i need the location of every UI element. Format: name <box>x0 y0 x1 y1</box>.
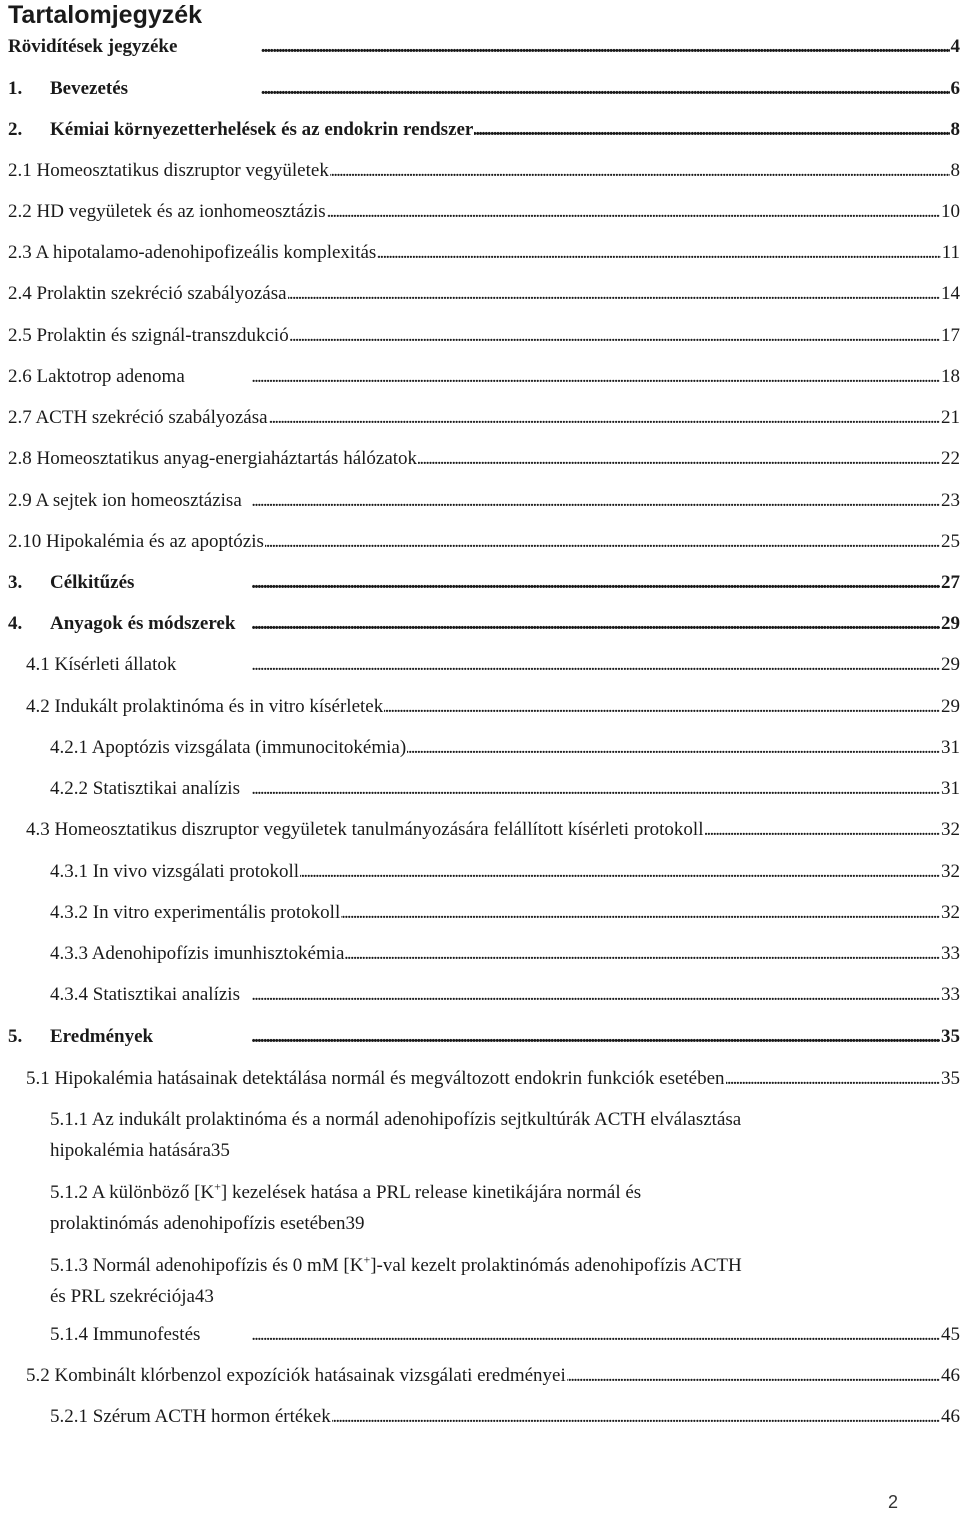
toc-leader-dots <box>241 778 940 800</box>
toc-entry-page: 25 <box>941 531 960 552</box>
toc-entry-introduction[interactable] <box>8 78 960 100</box>
toc-entry-5-1-1[interactable] <box>50 1104 960 1166</box>
toc-leader-dots <box>290 325 940 347</box>
toc-leader-dots <box>269 407 940 429</box>
toc-label-part: ] kezelések hatása a PRL release kinetikájára normál és <box>220 1182 642 1203</box>
toc-entry-label: 4.3.3 Adenohipofízis imunhisztokémia <box>50 943 345 964</box>
toc-entry-label: Bevezetés <box>50 78 129 99</box>
toc-entry-chapter-2[interactable] <box>8 119 960 141</box>
toc-entry-label: Eredmények <box>50 1026 154 1047</box>
superscript-plus: + <box>363 1252 371 1267</box>
toc-entry-label: 2.2 HD vegyületek és az ionhomeosztázis <box>8 201 326 222</box>
toc-entry-page: 17 <box>941 325 960 346</box>
toc-entry-page: 29 <box>941 696 960 717</box>
superscript-plus: + <box>214 1179 221 1194</box>
toc-entry-label: 4.2.1 Apoptózis vizsgálata (immunocitokémia) <box>50 737 407 758</box>
toc-entry-label: 4.1 Kísérleti állatok <box>26 654 177 675</box>
toc-entry-page: 31 <box>941 737 960 758</box>
toc-entry-page: 46 <box>941 1365 960 1386</box>
toc-entry-page: 33 <box>941 984 960 1005</box>
toc-entry-label: Célkitűzés <box>50 572 135 593</box>
toc-entry-page: 39 <box>345 1213 365 1234</box>
toc-leader-dots <box>135 572 940 594</box>
toc-entry-number: 4. <box>8 613 23 634</box>
toc-entry-page: 21 <box>941 407 960 428</box>
toc-entry-label: Anyagok és módszerek <box>50 613 236 634</box>
toc-entry-abbreviations[interactable] <box>8 36 960 58</box>
toc-entry-label-line2: prolaktinómás adenohipofízis esetében <box>50 1213 346 1234</box>
toc-entry-page: 23 <box>941 490 960 511</box>
toc-entry-label-line2-row <box>50 1135 960 1166</box>
toc-entry-label: 2.1 Homeosztatikus diszruptor vegyületek <box>8 160 329 181</box>
toc-entry-page: 31 <box>941 778 960 799</box>
toc-entry-page: 32 <box>941 861 960 882</box>
toc-entry-page: 45 <box>941 1324 960 1345</box>
toc-entry-4-2-1[interactable] <box>50 737 960 759</box>
toc-entry-5-1-2[interactable] <box>50 1177 960 1239</box>
toc-entry-2-8[interactable] <box>8 448 960 470</box>
toc-entry-page: 43 <box>194 1286 214 1307</box>
toc-entry-chapter-3[interactable] <box>8 572 960 594</box>
toc-entry-4-3[interactable] <box>26 819 960 841</box>
toc-leader-dots <box>705 819 941 841</box>
toc-leader-dots <box>288 283 940 305</box>
toc-entry-5-1-3[interactable] <box>50 1250 960 1312</box>
toc-entry-label-line2: hipokalémia hatására <box>50 1140 211 1161</box>
toc-leader-dots <box>726 1068 940 1090</box>
toc-entry-number: 1. <box>8 78 23 99</box>
toc-label-part: ]-val kezelt prolaktinómás adenohipofízis ACTH <box>370 1255 742 1276</box>
toc-entry-2-2[interactable] <box>8 201 960 223</box>
toc-entry-label: 2.3 A hipotalamo-adenohipofizeális komplexitás <box>8 242 377 263</box>
toc-entry-5-2[interactable] <box>26 1365 960 1387</box>
toc-leader-dots <box>418 448 940 470</box>
toc-entry-label: 2.8 Homeosztatikus anyag-energiaháztartás hálózatok <box>8 448 418 469</box>
toc-entry-page: 32 <box>941 819 960 840</box>
toc-title: Tartalomjegyzék <box>8 1 203 29</box>
toc-entry-page: 14 <box>941 283 960 304</box>
toc-leader-dots <box>330 160 950 182</box>
toc-entry-5-1[interactable] <box>26 1068 960 1090</box>
toc-entry-4-2-2[interactable] <box>50 778 960 800</box>
toc-entry-label: 5.1 Hipokalémia hatásainak detektálása normál és megváltozott endokrin funkciók esetében <box>26 1068 725 1089</box>
toc-entry-2-7[interactable] <box>8 407 960 429</box>
toc-entry-page: 35 <box>941 1026 960 1047</box>
toc-entry-label: 2.10 Hipokalémia és az apoptózis <box>8 531 264 552</box>
toc-entry-number: 3. <box>8 572 23 593</box>
toc-entry-page: 4 <box>950 36 960 57</box>
toc-entry-label: Kémiai környezetterhelések és az endokrin rendszer <box>50 119 474 140</box>
toc-entry-2-10[interactable] <box>8 531 960 553</box>
toc-entry-chapter-4[interactable] <box>8 613 960 635</box>
toc-leader-dots <box>377 242 940 264</box>
toc-entry-label: 4.3 Homeosztatikus diszruptor vegyületek tanulmányozására felállított kísérleti protokoll <box>26 819 704 840</box>
toc-entry-label: 2.9 A sejtek ion homeosztázisa <box>8 490 242 511</box>
toc-entry-number: 5. <box>8 1026 23 1047</box>
toc-entry-page: 18 <box>941 366 960 387</box>
toc-leader-dots <box>241 984 940 1006</box>
toc-entry-page: 35 <box>210 1140 230 1161</box>
toc-entry-label: 5.2.1 Szérum ACTH hormon értékek <box>50 1406 331 1427</box>
toc-entry-label-line2-row <box>50 1281 960 1312</box>
toc-leader-dots <box>474 119 949 141</box>
toc-entry-5-2-1[interactable] <box>50 1406 960 1428</box>
toc-leader-dots <box>384 696 940 718</box>
toc-entry-label-line1 <box>50 1177 960 1208</box>
toc-entry-4-2[interactable] <box>26 696 960 718</box>
toc-entry-page: 35 <box>941 1068 960 1089</box>
toc-entry-label: 4.3.2 In vitro experimentális protokoll <box>50 902 341 923</box>
toc-entry-label: 4.2.2 Statisztikai analízis <box>50 778 240 799</box>
toc-entry-2-1[interactable] <box>8 160 960 182</box>
toc-entry-2-4[interactable] <box>8 283 960 305</box>
toc-entry-label-line2-row <box>50 1208 960 1239</box>
toc-leader-dots <box>345 943 940 965</box>
toc-leader-dots <box>186 366 940 388</box>
toc-entry-label: 5.2 Kombinált klórbenzol expozíciók hatásainak vizsgálati eredményei <box>26 1365 566 1386</box>
toc-entry-2-9[interactable] <box>8 490 960 512</box>
toc-entry-2-5[interactable] <box>8 325 960 347</box>
toc-leader-dots <box>332 1406 940 1428</box>
toc-leader-dots <box>265 531 940 553</box>
toc-entry-page: 8 <box>950 160 960 181</box>
toc-entry-2-3[interactable] <box>8 242 960 264</box>
toc-entry-page: 10 <box>941 201 960 222</box>
toc-entry-label-line1 <box>50 1250 960 1281</box>
toc-entry-label: Rövidítések jegyzéke <box>8 36 178 57</box>
toc-leader-dots <box>300 861 940 883</box>
toc-leader-dots <box>236 613 940 635</box>
toc-entry-page: 22 <box>941 448 960 469</box>
toc-leader-dots <box>341 902 940 924</box>
toc-entry-4-3-1[interactable] <box>50 861 960 883</box>
toc-leader-dots <box>178 36 949 58</box>
toc-entry-label: 4.2 Indukált prolaktinóma és in vitro kísérletek <box>26 696 384 717</box>
toc-entry-4-3-3[interactable] <box>50 943 960 965</box>
toc-entry-chapter-5[interactable] <box>8 1026 960 1048</box>
toc-leader-dots <box>154 1026 940 1048</box>
toc-entry-label-line1: 5.1.1 Az indukált prolaktinóma és a normál adenohipofízis sejtkultúrák ACTH elválasztása <box>50 1109 742 1130</box>
toc-entry-page: 29 <box>941 654 960 675</box>
toc-entry-page: 6 <box>950 78 960 99</box>
toc-entry-4-3-2[interactable] <box>50 902 960 924</box>
toc-entry-label: 2.4 Prolaktin szekréció szabályozása <box>8 283 287 304</box>
toc-entry-label: 4.3.1 In vivo vizsgálati protokoll <box>50 861 300 882</box>
toc-entry-page: 8 <box>950 119 960 140</box>
toc-leader-dots <box>177 654 940 676</box>
toc-entry-label: 5.1.4 Immunofestés <box>50 1324 201 1345</box>
toc-entry-page: 33 <box>941 943 960 964</box>
toc-entry-4-3-4[interactable] <box>50 984 960 1006</box>
toc-entry-label: 4.3.4 Statisztikai analízis <box>50 984 240 1005</box>
toc-entry-page: 46 <box>941 1406 960 1427</box>
toc-entry-2-6[interactable] <box>8 366 960 388</box>
toc-entry-label-line2: és PRL szekréciója <box>50 1286 195 1307</box>
toc-entry-page: 29 <box>941 613 960 634</box>
toc-label-part: 5.1.3 Normál adenohipofízis és 0 mM [K <box>50 1255 364 1276</box>
toc-entry-page: 27 <box>941 572 960 593</box>
toc-leader-dots <box>327 201 940 223</box>
toc-entry-4-1[interactable] <box>26 654 960 676</box>
toc-leader-dots <box>243 490 940 512</box>
toc-leader-dots <box>407 737 940 759</box>
toc-entry-label: 2.7 ACTH szekréció szabályozása <box>8 407 268 428</box>
toc-entry-label: 2.6 Laktotrop adenoma <box>8 366 185 387</box>
toc-entry-number: 2. <box>8 119 23 140</box>
toc-entry-5-1-4[interactable] <box>50 1324 960 1346</box>
toc-leader-dots <box>201 1324 940 1346</box>
toc-entry-page: 32 <box>941 902 960 923</box>
toc-entry-label: 2.5 Prolaktin és szignál-transzdukció <box>8 325 289 346</box>
toc-leader-dots <box>567 1365 940 1387</box>
page-number: 2 <box>887 1492 898 1512</box>
toc-label-part: 5.1.2 A különböző [K <box>50 1182 215 1203</box>
toc-entry-page: 11 <box>941 242 960 263</box>
toc-leader-dots <box>129 78 949 100</box>
